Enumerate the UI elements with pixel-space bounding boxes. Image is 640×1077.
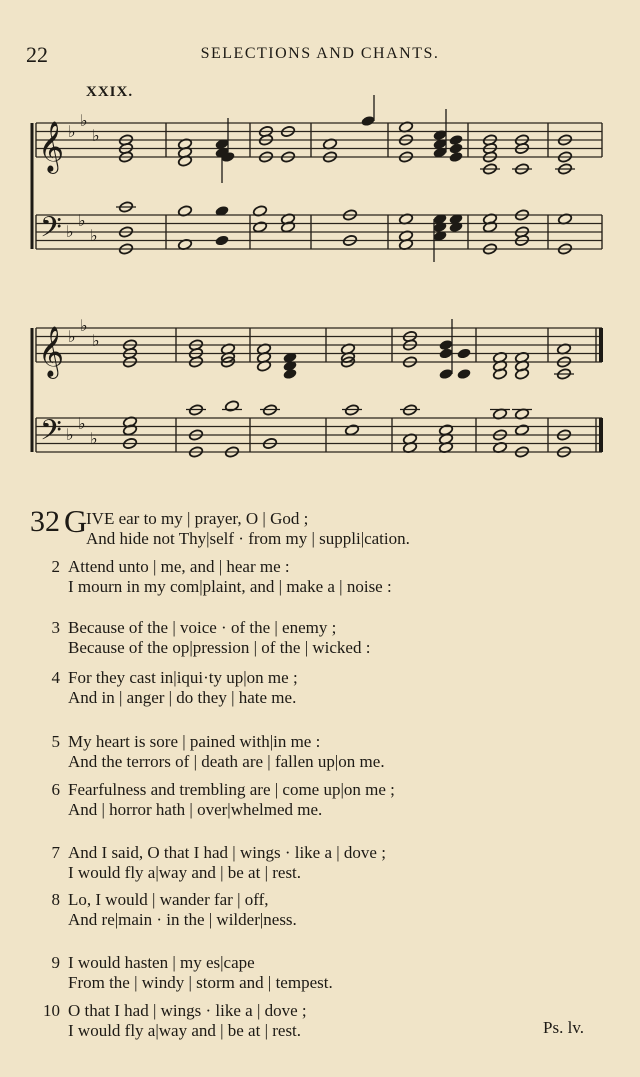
verse-number: 4 (51, 668, 60, 687)
flat-sign: ♭ (66, 222, 74, 241)
verse-number: 3 (51, 618, 60, 637)
bass-clef: 𝄢 (40, 414, 62, 454)
note-head (282, 368, 297, 380)
running-head: SELECTIONS AND CHANTS. (200, 45, 440, 62)
verse-number: 6 (51, 780, 60, 799)
flat-sign: ♭ (78, 414, 86, 433)
verse-line-1: Fearfulness and trembling are | come up|on me ; (68, 780, 395, 799)
verse-line-1: O that I had | wings · like a | dove ; (68, 1001, 307, 1020)
flat-sign: ♭ (80, 111, 88, 130)
flat-sign: ♭ (92, 126, 100, 145)
flat-sign: ♭ (92, 331, 100, 350)
verse-1-line-1: IVE ear to my | prayer, O | God ; (86, 509, 309, 528)
verse-number: 9 (51, 953, 60, 972)
note-head (456, 347, 471, 359)
note-head (360, 115, 375, 127)
verse-number: 10 (43, 1001, 60, 1020)
psalm-number: 32 (30, 505, 60, 538)
note-head (448, 151, 463, 163)
verse-number: 7 (51, 843, 60, 862)
verse-line-1: Lo, I would | wander far | off, (68, 890, 269, 909)
treble-clef: 𝄞 (38, 121, 65, 172)
verse-line-2: And re|main · in the | wilder|ness. (68, 910, 297, 929)
verse-line-2: And in | anger | do they | hate me. (68, 688, 297, 707)
verse-line-1: And I said, O that I had | wings · like a | dove ; (68, 843, 386, 862)
verse-line-2: I mourn in my com|plaint, and | make a | noise : (68, 577, 392, 596)
psalm-reference: Ps. lv. (543, 1018, 584, 1037)
verse-line-1: For they cast in|iqui·ty up|on me ; (68, 668, 298, 687)
verse-line-2: I would fly a|way and | be at | rest. (68, 863, 302, 882)
verse-line-1: Attend unto | me, and | hear me : (68, 557, 290, 576)
verse-line-1: Because of the | voice · of the | enemy ; (68, 618, 337, 637)
note-head (344, 424, 359, 436)
drop-cap: G (64, 503, 88, 539)
flat-sign: ♭ (68, 327, 76, 346)
tune-number: XXIX. (86, 84, 134, 100)
note-head (224, 400, 239, 412)
bass-clef: 𝄢 (40, 211, 62, 251)
note-head (432, 221, 447, 233)
verse-line-2: Because of the op|pression | of the | wicked : (68, 638, 371, 657)
flat-sign: ♭ (66, 425, 74, 444)
verse-line-1: My heart is sore | pained with|in me : (68, 732, 321, 751)
verse-number: 5 (51, 732, 60, 751)
flat-sign: ♭ (80, 316, 88, 335)
verse-number: 2 (51, 557, 60, 576)
flat-sign: ♭ (90, 429, 98, 448)
verse-line-2: From the | windy | storm and | tempest. (68, 973, 333, 992)
verse-number: 8 (51, 890, 60, 909)
note-head (432, 129, 447, 141)
treble-clef: 𝄞 (38, 326, 65, 377)
verse-line-1: I would hasten | my es|cape (68, 953, 255, 972)
note-head (456, 368, 471, 380)
note-head (438, 368, 453, 380)
flat-sign: ♭ (68, 122, 76, 141)
verse-1-line-2: And hide not Thy|self · from my | suppli|cation. (86, 529, 410, 548)
music-system-2 (0, 310, 640, 490)
music-system-1 (0, 95, 640, 285)
verse-line-2: I would fly a|way and | be at | rest. (68, 1021, 302, 1040)
verse-line-2: And | horror hath | over|whelmed me. (68, 800, 323, 819)
note-head (514, 424, 529, 436)
flat-sign: ♭ (78, 211, 86, 230)
note-head (438, 347, 453, 359)
note-head (214, 234, 229, 246)
note-head (448, 221, 463, 233)
flat-sign: ♭ (90, 226, 98, 245)
note-head (252, 221, 267, 233)
page-number: 22 (26, 42, 48, 67)
verse-line-2: And the terrors of | death are | fallen up|on me. (68, 752, 385, 771)
